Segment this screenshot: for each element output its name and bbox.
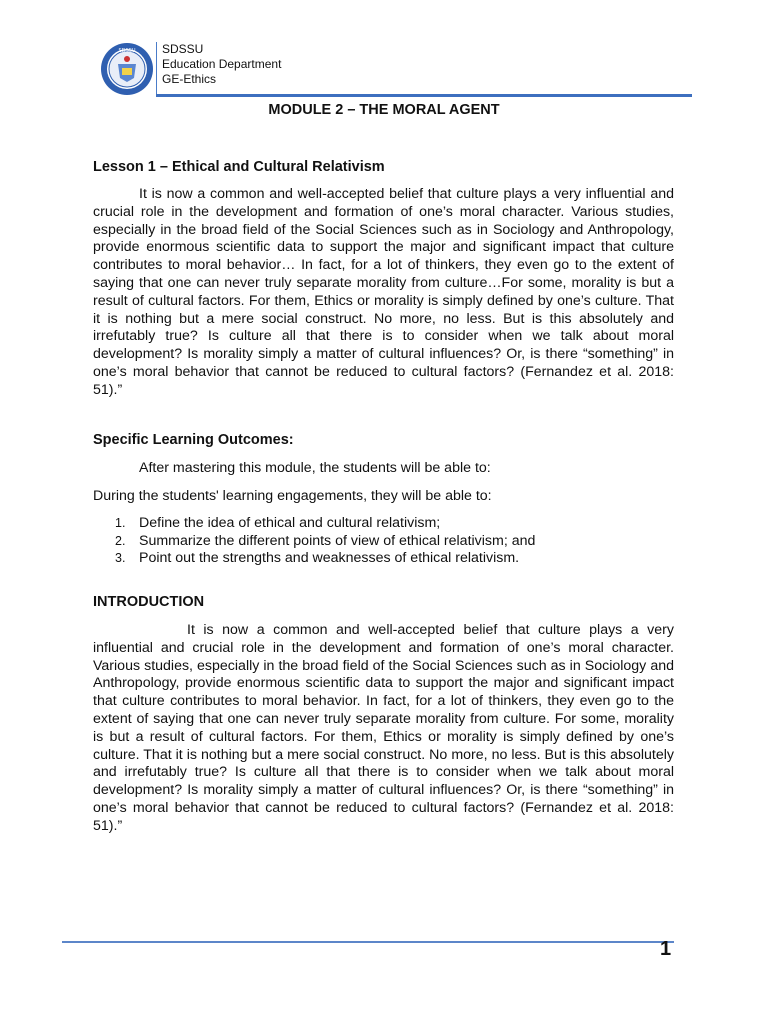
module-title: MODULE 2 – THE MORAL AGENT <box>268 102 500 118</box>
svg-text:SDSSU: SDSSU <box>118 48 136 54</box>
document-header <box>100 40 692 96</box>
engagements-intro: During the students' learning engagements, they will be able to: <box>93 488 492 504</box>
outcomes-heading: Specific Learning Outcomes: <box>93 432 294 448</box>
list-item-text: Summarize the different points of view of ethical relativism; and <box>139 532 536 549</box>
list-item-text: Point out the strengths and weaknesses of ethical relativism. <box>139 550 520 566</box>
introduction-paragraph: It is now a common and well-accepted belief that culture plays a very influential and crucial role in the development and formation of one’s moral character. Various studies, especially in the broad field of the Social Sciences such as in Sociology and Anthropology, provide enormous scientific data to support the major and significant impact that culture contributes to moral behavior. In fact, for a lot of thinkers, they even go to the extent of saying that one can never truly separate morality from culture. For some, morality is but a result of cultural factors. For them, Ethics or morality is simply defined by one’s culture. That it is nothing but a mere social construct. No more, no less. But is this absolutely and irrefutably true? Is culture all that there is to consider when we talk about moral development? Is morality simply a matter of cultural influences? Or, is there “something” in one’s moral behavior that cannot be reduced to cultural factors? (Fernandez et al. 2018: 51).” <box>93 622 674 834</box>
header-department: Education Department <box>162 57 282 71</box>
lesson-heading: Lesson 1 – Ethical and Cultural Relativism <box>93 159 385 175</box>
lesson-paragraph: It is now a common and well-accepted belief that culture plays a very influential and crucial role in the development and formation of one’s moral character. Various studies, especially in the broad field of the Social Sciences such as in Sociology and Anthropology, provide enormous scientific data to support the major and significant impact that culture contributes to moral behavior… In fact, for a lot of thinkers, they even go to the extent of saying that one can never truly separate morality from culture…For some, morality is but a result of cultural factors. For them, Ethics or morality is simply defined by one’s culture. That it is nothing but a mere social construct. No more, no less. But is this absolutely and irrefutably true? Is culture all that there is to consider when we talk about moral development? Is morality simply a matter of cultural influences? Or, is there “something” in one’s moral behavior that cannot be reduced to cultural factors? (Fernandez et al. 2018: 51).” <box>93 186 674 398</box>
list-item <box>93 550 653 568</box>
list-item <box>93 515 653 533</box>
header-rule <box>156 94 692 97</box>
list-item-text: Define the idea of ethical and cultural relativism; <box>139 515 441 531</box>
footer-rule <box>62 941 674 943</box>
header-course: GE-Ethics <box>162 72 217 86</box>
list-number: 3. <box>115 551 126 565</box>
outcomes-intro: After mastering this module, the students will be able to: <box>139 460 491 476</box>
header-divider <box>156 42 157 96</box>
list-number: 1. <box>115 516 126 530</box>
list-item <box>93 533 653 551</box>
outcomes-list <box>93 515 653 568</box>
university-seal-logo <box>100 42 154 96</box>
header-text <box>162 42 281 87</box>
list-number: 2. <box>115 533 126 548</box>
header-institution: SDSSU <box>162 42 204 56</box>
page-number: 1 <box>660 938 672 960</box>
introduction-heading: INTRODUCTION <box>93 594 205 610</box>
